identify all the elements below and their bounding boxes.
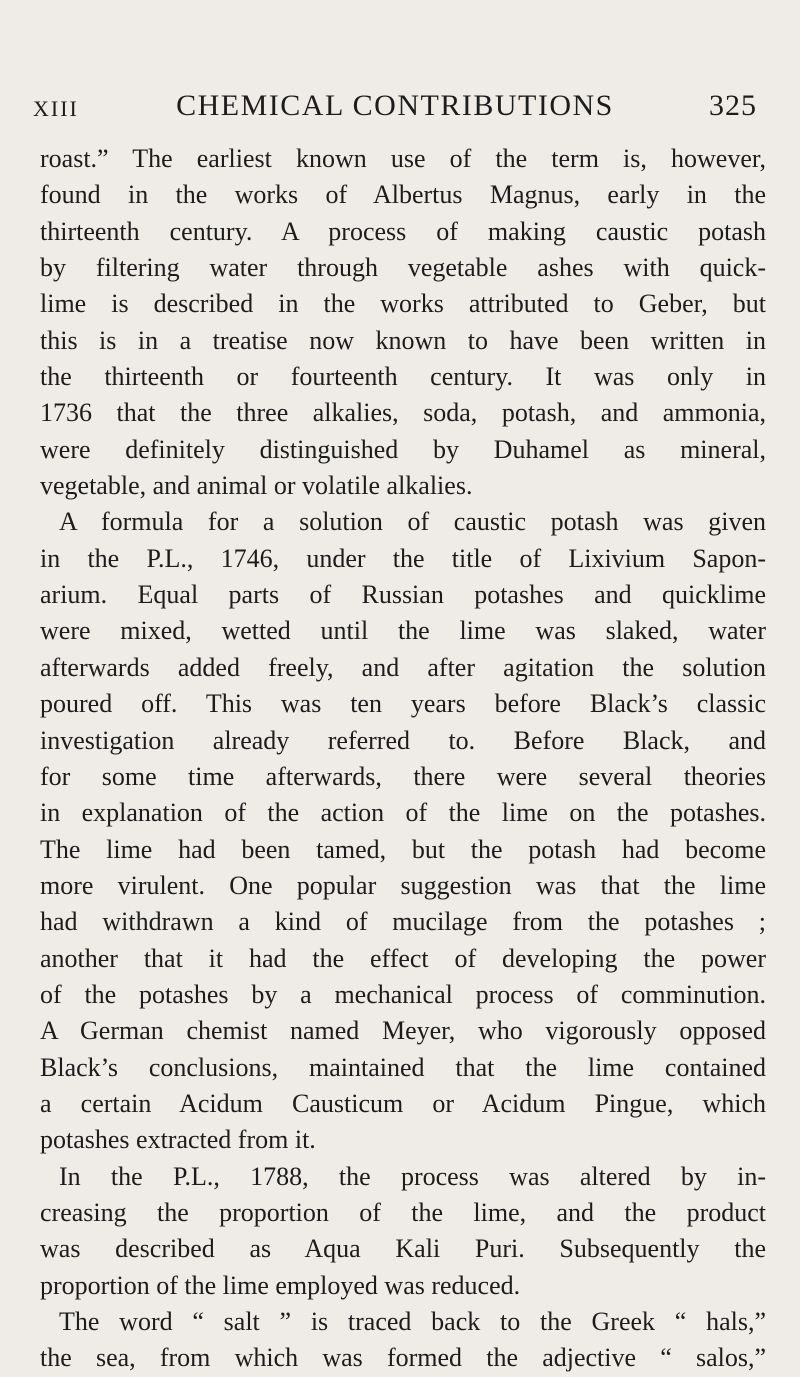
text-line: creasing the proportion of the lime, and the product [40, 1197, 766, 1227]
text-line: potashes extracted from it. [40, 1125, 316, 1155]
text-line: were definitely distinguished by Duhamel as mineral, [40, 434, 766, 464]
text-line: In the P.L., 1788, the process was altered by in- [59, 1161, 766, 1191]
text-line: a certain Acidum Causticum or Acidum Pingue, which [40, 1088, 766, 1118]
chapter-number: XIII [33, 96, 79, 121]
text-line: poured off. This was ten years before Black’s classic [40, 689, 766, 719]
text-line: vegetable, and animal or volatile alkalies. [40, 471, 473, 501]
text-line: investigation already referred to. Before Black, and [40, 725, 766, 755]
text-line: found in the works of Albertus Magnus, early in the [40, 180, 766, 210]
text-line: were mixed, wetted until the lime was slaked, water [40, 616, 766, 646]
text-line: arium. Equal parts of Russian potashes and quicklime [40, 580, 766, 610]
text-line: thirteenth century. A process of making caustic potash [40, 216, 766, 246]
text-line: this is in a treatise now known to have been written in [40, 325, 766, 355]
text-line: for some time afterwards, there were several theories [40, 761, 766, 791]
text-line: A formula for a solution of caustic potash was given [59, 507, 766, 537]
text-line: afterwards added freely, and after agitation the solution [40, 652, 766, 682]
page-number: 325 [709, 89, 757, 122]
text-line: by filtering water through vegetable ashes with quick- [40, 253, 766, 283]
text-line: in explanation of the action of the lime on the potashes. [40, 798, 766, 828]
text-line: was described as Aqua Kali Puri. Subsequently the [40, 1234, 766, 1264]
text-line: A German chemist named Meyer, who vigorously opposed [40, 1016, 766, 1046]
running-header [33, 86, 757, 126]
running-title: CHEMICAL CONTRIBUTIONS [176, 89, 614, 122]
text-line: of the potashes by a mechanical process of comminution. [40, 979, 766, 1009]
text-line: another that it had the effect of developing the power [40, 943, 766, 973]
text-line: proportion of the lime employed was reduced. [40, 1270, 521, 1300]
text-line: 1736 that the three alkalies, soda, potash, and ammonia, [40, 398, 766, 428]
body-text [40, 141, 766, 1377]
text-line: the sea, from which was formed the adjective “ salos,” [40, 1343, 766, 1373]
text-line: in the P.L., 1746, under the title of Lixivium Sapon- [40, 543, 766, 573]
text-line: the thirteenth or fourteenth century. It was only in [40, 362, 766, 392]
text-line: more virulent. One popular suggestion was that the lime [40, 870, 766, 900]
text-line: lime is described in the works attributed to Geber, but [40, 289, 766, 319]
text-line: had withdrawn a kind of mucilage from the potashes ; [40, 907, 766, 937]
text-line: Black’s conclusions, maintained that the lime contained [40, 1052, 766, 1082]
text-line: roast.” The earliest known use of the term is, however, [40, 144, 766, 173]
text-line: The word “ salt ” is traced back to the Greek “ hals,” [59, 1307, 766, 1336]
text-line: The lime had been tamed, but the potash had become [40, 834, 766, 864]
